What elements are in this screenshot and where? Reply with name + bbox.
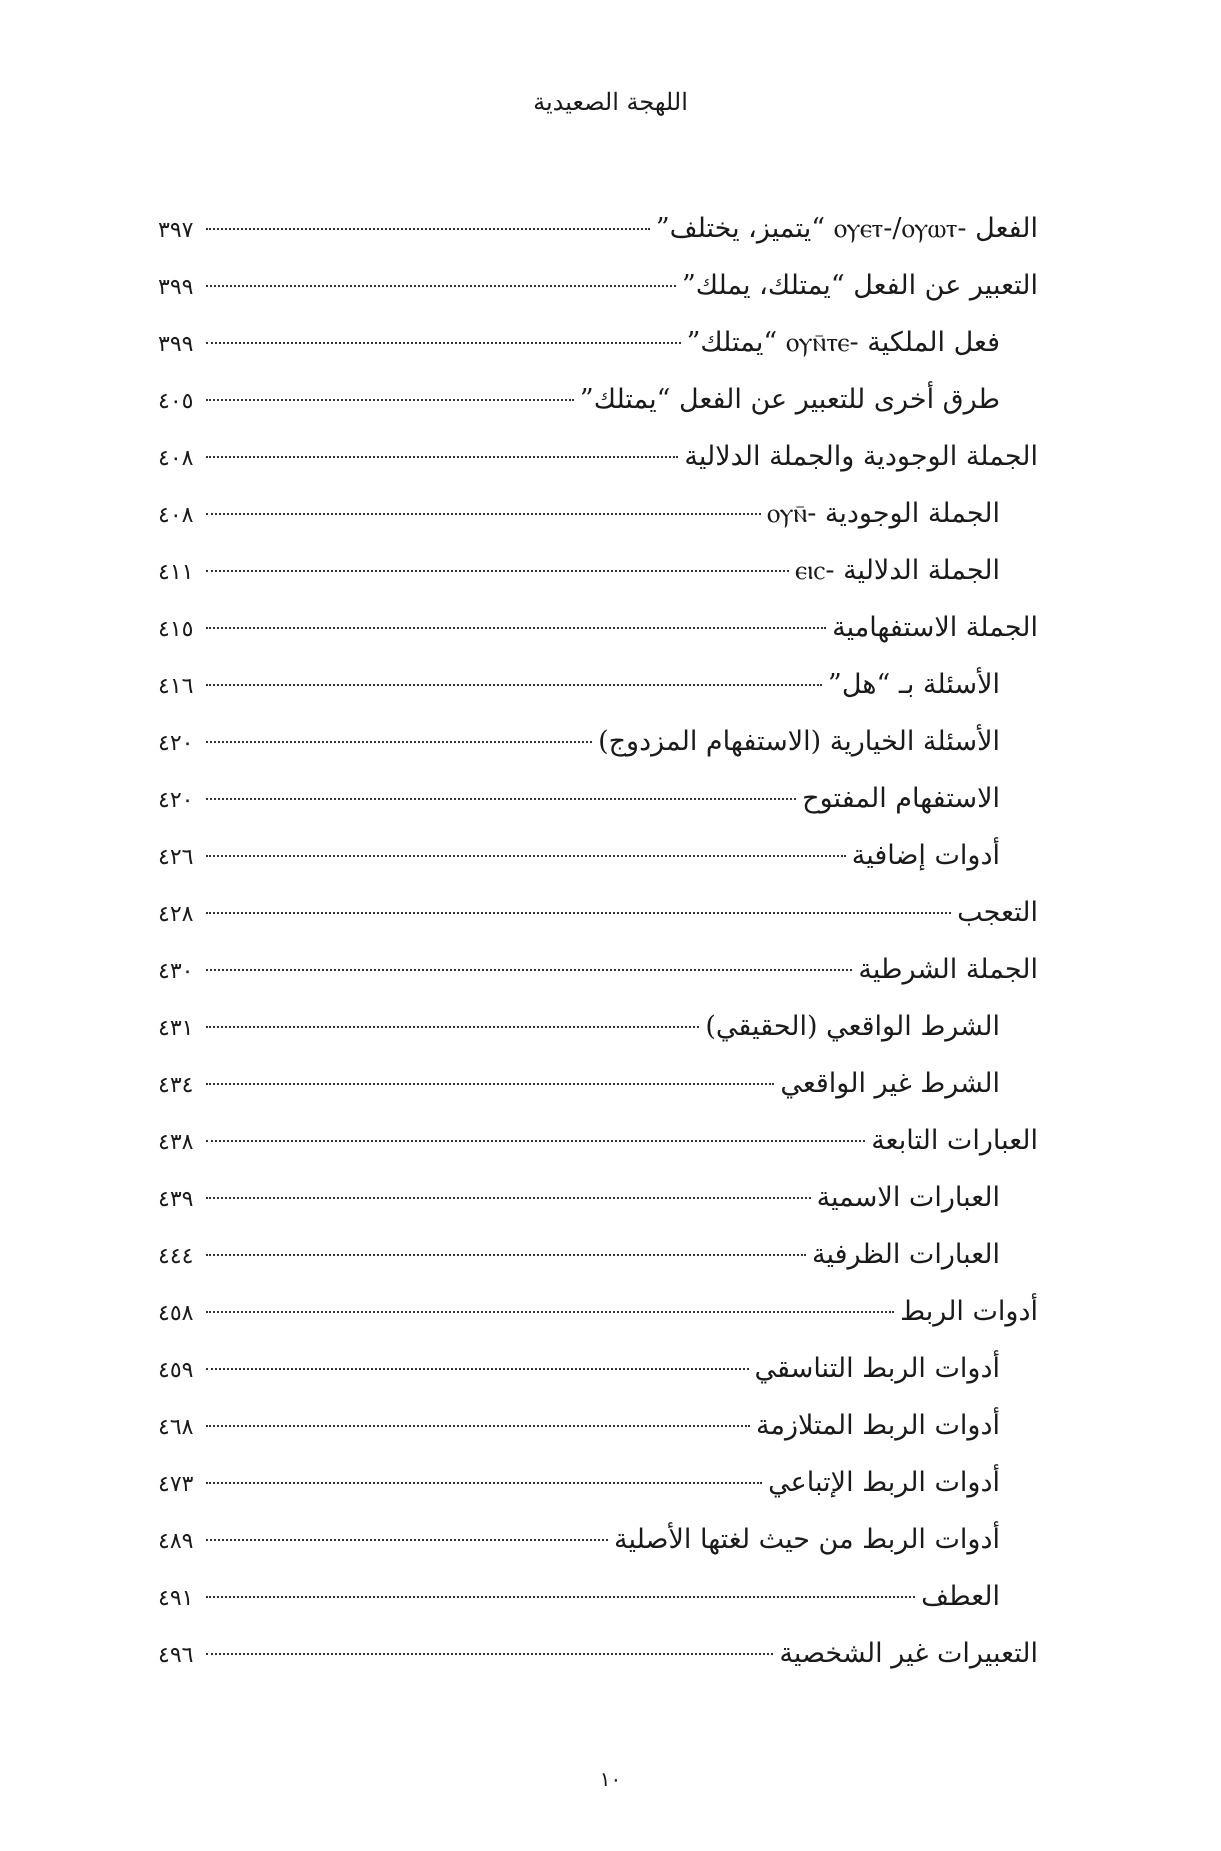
toc-entry-page-number: ٤١٦: [158, 674, 194, 699]
toc-entry-page-number: ٤١١: [158, 560, 194, 585]
toc-entry-title: الشرط الواقعي (الحقيقي): [705, 1011, 1000, 1042]
running-head: اللهجة الصعيدية: [533, 88, 688, 116]
dot-leader: [206, 855, 846, 857]
toc-entry-page-number: ٤٣٨: [158, 1130, 194, 1155]
dot-leader: [206, 1083, 774, 1085]
toc-entry: [158, 257, 1038, 314]
toc-entry-page-number: ٤٠٨: [158, 503, 194, 528]
toc-entry: [158, 884, 1038, 941]
toc-entry-title: أدوات إضافية: [851, 840, 1000, 871]
toc-entry-title: العطف: [921, 1581, 1000, 1612]
toc-entry-title: الاستفهام المفتوح: [802, 783, 1000, 814]
dot-leader: [206, 1482, 762, 1484]
toc-entry: [158, 713, 1038, 770]
dot-leader: [206, 1197, 811, 1199]
toc-entry: [158, 1055, 1038, 1112]
toc-entry-page-number: ٤٣٩: [158, 1187, 194, 1212]
toc-entry-title: أدوات الربط الإتباعي: [768, 1467, 1000, 1498]
toc-entry-page-number: ٤٨٩: [158, 1529, 194, 1554]
dot-leader: [206, 627, 826, 629]
dot-leader: [206, 228, 650, 230]
dot-leader: [206, 285, 676, 287]
dot-leader: [206, 1026, 699, 1028]
dot-leader: [206, 342, 681, 344]
dot-leader: [206, 1254, 806, 1256]
toc-entry-page-number: ٤٠٥: [158, 389, 194, 414]
toc-entry: [158, 1511, 1038, 1568]
dot-leader: [206, 570, 789, 572]
toc-entry: [158, 827, 1038, 884]
dot-leader: [206, 456, 678, 458]
toc-entry-title: الجملة الاستفهامية: [832, 612, 1038, 643]
toc-entry-page-number: ٤٥٨: [158, 1301, 194, 1326]
toc-entry: [158, 371, 1038, 428]
toc-entry-page-number: ٤٧٣: [158, 1472, 194, 1497]
toc-entry: [158, 200, 1038, 257]
toc-entry-title: أدوات الربط من حيث لغتها الأصلية: [614, 1524, 1000, 1555]
toc-entry-title: العبارات الاسمية: [816, 1182, 1000, 1213]
toc-entry-title: الجملة الشرطية: [858, 954, 1038, 985]
toc-entry-title: العبارات التابعة: [871, 1125, 1038, 1156]
toc-entry-page-number: ٤٣١: [158, 1016, 194, 1041]
toc-entry-title: الأسئلة الخيارية (الاستفهام المزدوج): [598, 726, 1000, 757]
toc-entry-page-number: ٤٣٤: [158, 1073, 194, 1098]
toc-entry: [158, 1283, 1038, 1340]
toc-entry-title: الجملة الوجودية -ⲟⲩⲛ̄: [766, 498, 1000, 529]
toc-entry: [158, 542, 1038, 599]
toc-entry-page-number: ٤٩١: [158, 1586, 194, 1611]
dot-leader: [206, 513, 761, 515]
toc-entry: [158, 1112, 1038, 1169]
toc-entry: [158, 599, 1038, 656]
toc-entry-page-number: ٤٣٠: [158, 959, 194, 984]
toc-entry-title: طرق أخرى للتعبير عن الفعل “يمتلك”: [579, 384, 1000, 415]
dot-leader: [206, 684, 822, 686]
toc-entry-title: أدوات الربط التناسقي: [754, 1353, 1000, 1384]
toc-entry-page-number: ٣٩٩: [158, 275, 194, 300]
dot-leader: [206, 969, 852, 971]
toc-entry: [158, 656, 1038, 713]
dot-leader: [206, 399, 574, 401]
toc-entry-page-number: ٣٩٧: [158, 218, 194, 243]
toc-entry-title: فعل الملكية -ⲟⲩⲛ̄ⲧⲉ “يمتلك”: [686, 327, 1000, 358]
toc-entry: [158, 485, 1038, 542]
toc-entry: [158, 428, 1038, 485]
dot-leader: [206, 912, 951, 914]
toc-entry: [158, 998, 1038, 1055]
dot-leader: [206, 1653, 773, 1655]
toc-entry: [158, 770, 1038, 827]
toc-entry-title: الجملة الوجودية والجملة الدلالية: [684, 441, 1038, 472]
toc-entry-page-number: ٤٤٤: [158, 1244, 194, 1269]
dot-leader: [206, 1425, 750, 1427]
toc-entry-title: التعبير عن الفعل “يمتلك، يملك”: [681, 270, 1038, 301]
toc-entry-title: الشرط غير الواقعي: [780, 1068, 1000, 1099]
toc-entry: [158, 941, 1038, 998]
dot-leader: [206, 1140, 865, 1142]
toc-entry-page-number: ٤٦٨: [158, 1415, 194, 1440]
toc-entry-page-number: ٤٢٠: [158, 788, 194, 813]
toc-entry-title: أدوات الربط: [900, 1296, 1038, 1327]
toc-entry: [158, 1226, 1038, 1283]
page-number: ١٠: [599, 1767, 622, 1791]
toc-entry-title: الأسئلة بـ “هل”: [828, 669, 1000, 700]
toc-entry-page-number: ٤٠٨: [158, 446, 194, 471]
dot-leader: [206, 1368, 749, 1370]
toc-entry-page-number: ٤٩٦: [158, 1643, 194, 1668]
dot-leader: [206, 1311, 894, 1313]
toc-entry-title: الفعل -ⲟⲩⲉⲧ-/ⲟⲩⲱⲧ “يتميز، يختلف”: [655, 213, 1038, 244]
dot-leader: [206, 798, 796, 800]
toc-entry-title: التعبيرات غير الشخصية: [779, 1638, 1038, 1669]
toc-entry-page-number: ٣٩٩: [158, 332, 194, 357]
toc-entry-title: أدوات الربط المتلازمة: [756, 1410, 1000, 1441]
toc-entry-title: العبارات الظرفية: [812, 1239, 1000, 1270]
toc-entry: [158, 1340, 1038, 1397]
toc-entry-page-number: ٤١٥: [158, 617, 194, 642]
toc-entry-page-number: ٤٢٨: [158, 902, 194, 927]
toc-entry-title: الجملة الدلالية -ⲉⲓⲥ: [795, 555, 1000, 586]
toc-entry: [158, 1397, 1038, 1454]
toc-entry: [158, 1169, 1038, 1226]
dot-leader: [206, 1596, 915, 1598]
toc-entry-page-number: ٤٢٦: [158, 845, 194, 870]
dot-leader: [206, 1539, 608, 1541]
toc-entry-title: التعجب: [957, 897, 1038, 928]
dot-leader: [206, 741, 592, 743]
toc-entry: [158, 1568, 1038, 1625]
toc-entry-page-number: ٤٢٠: [158, 731, 194, 756]
toc-entry-page-number: ٤٥٩: [158, 1358, 194, 1383]
toc-entry: [158, 314, 1038, 371]
toc-entry: [158, 1625, 1038, 1682]
toc-entry: [158, 1454, 1038, 1511]
table-of-contents: [158, 200, 1038, 1682]
